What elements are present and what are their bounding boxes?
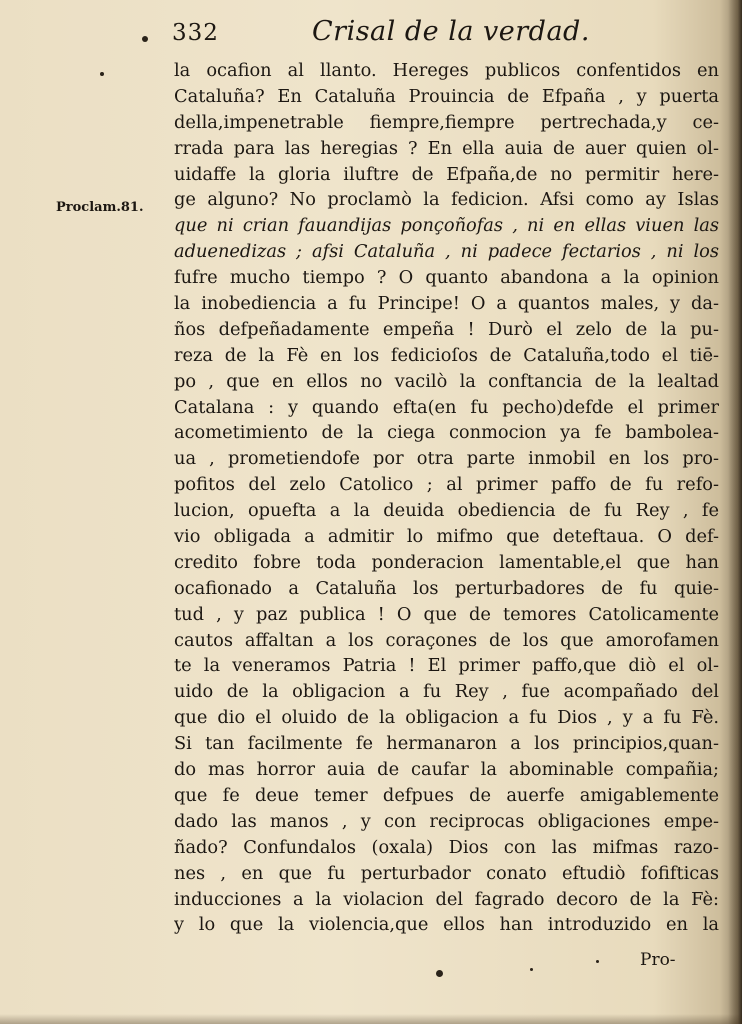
- text-line: cautos affaltan a los coraçones de los que amorofamen: [174, 629, 719, 651]
- text-line: ge alguno? No proclamò la fedicion. Afsi como ay Islas: [174, 189, 719, 211]
- text-line: Cataluña? En Cataluña Prouincia de Efpaña , y puerta: [174, 85, 719, 107]
- text-line: della,impenetrable fiempre,fiempre pertrechada,y ce-: [174, 111, 719, 133]
- margin-note: Proclam.81.: [56, 200, 144, 215]
- text-line: po , que en ellos no vacilò la conftancia de la lealtad: [174, 370, 719, 392]
- text-line: acometimiento de la ciega conmocion ya fe bambolea-: [174, 422, 719, 444]
- ink-speck: [530, 968, 533, 971]
- text-line: y lo que la violencia,que ellos han introduzido en la: [174, 914, 719, 936]
- text-line: que dio el oluido de la obligacion a fu Dios , y a fu Fè.: [174, 707, 719, 729]
- running-title: Crisal de la verdad.: [312, 16, 590, 47]
- text-line: uido de la obligacion a fu Rey , fue acompañado del: [174, 681, 719, 703]
- page-number: 332: [172, 20, 219, 46]
- text-line: la ocafion al llanto. Hereges publicos confentidos en: [174, 60, 719, 81]
- text-line: que ni crian fauandijas ponçoñofas , ni en ellas viuen las: [174, 215, 719, 237]
- text-line: tud , y paz publica ! O que de temores Catolicamente: [174, 603, 719, 625]
- text-line: aduenedizas ; afsi Cataluña , ni padece fectarios , ni los: [174, 241, 719, 263]
- text-line: inducciones a la violacion del fagrado decoro de la Fè:: [174, 888, 719, 910]
- text-line: reza de la Fè en los fedicioſos de Cataluña,todo el tiē-: [174, 344, 719, 366]
- ink-speck: [436, 970, 443, 977]
- text-line: nes , en que fu perturbador conato eftudiò fofifticas: [174, 862, 719, 884]
- text-line: Si tan facilmente fe hermanaron a los principios,quan-: [174, 733, 719, 755]
- catchword: Pro-: [640, 950, 676, 970]
- text-line: ocafionado a Cataluña los perturbadores de fu quie-: [174, 577, 719, 599]
- text-line: lucion, opuefta a la deuida obediencia de fu Rey , fe: [174, 500, 719, 522]
- text-line: dado las manos , y con reciprocas obligaciones empe-: [174, 810, 719, 832]
- text-line: Catalana : y quando efta(en fu pecho)defde el primer: [174, 396, 719, 418]
- ink-speck: [100, 72, 104, 76]
- text-line: la inobediencia a fu Principe! O a quantos males, y da-: [174, 293, 719, 315]
- body-text: [174, 58, 719, 938]
- ink-speck: [142, 36, 148, 42]
- text-line: credito fobre toda ponderacion lamentable,el que han: [174, 551, 719, 573]
- text-line: te la veneramos Patria ! El primer paffo,que diò el ol-: [174, 655, 719, 677]
- text-line: do mas horror auia de caufar la abominable compañia;: [174, 759, 719, 781]
- text-line: rrada para las heregias ? En ella auia de auer quien ol-: [174, 137, 719, 159]
- text-line: uidaffe la gloria iluftre de Efpaña,de no permitir here-: [174, 163, 719, 185]
- text-line: pofitos del zelo Catolico ; al primer paffo de fu refo-: [174, 474, 719, 496]
- text-line: que fe deue temer defpues de auerfe amigablemente: [174, 784, 719, 806]
- text-line: vio obligada a admitir lo mifmo que deteftaua. O def-: [174, 526, 719, 548]
- page-bottom-shadow: [0, 1014, 742, 1024]
- page-header: [0, 16, 742, 56]
- ink-speck: [596, 960, 599, 963]
- text-line: ños defpeñadamente empeña ! Durò el zelo de la pu-: [174, 318, 719, 340]
- text-line: ua , prometiendofe por otra parte inmobil en los pro-: [174, 448, 719, 470]
- text-line: fufre mucho tiempo ? O quanto abandona a la opinion: [174, 267, 719, 289]
- text-line: ñado? Confundalos (oxala) Dios con las mifmas razo-: [174, 836, 719, 858]
- page-edge-shadow: [728, 0, 742, 1024]
